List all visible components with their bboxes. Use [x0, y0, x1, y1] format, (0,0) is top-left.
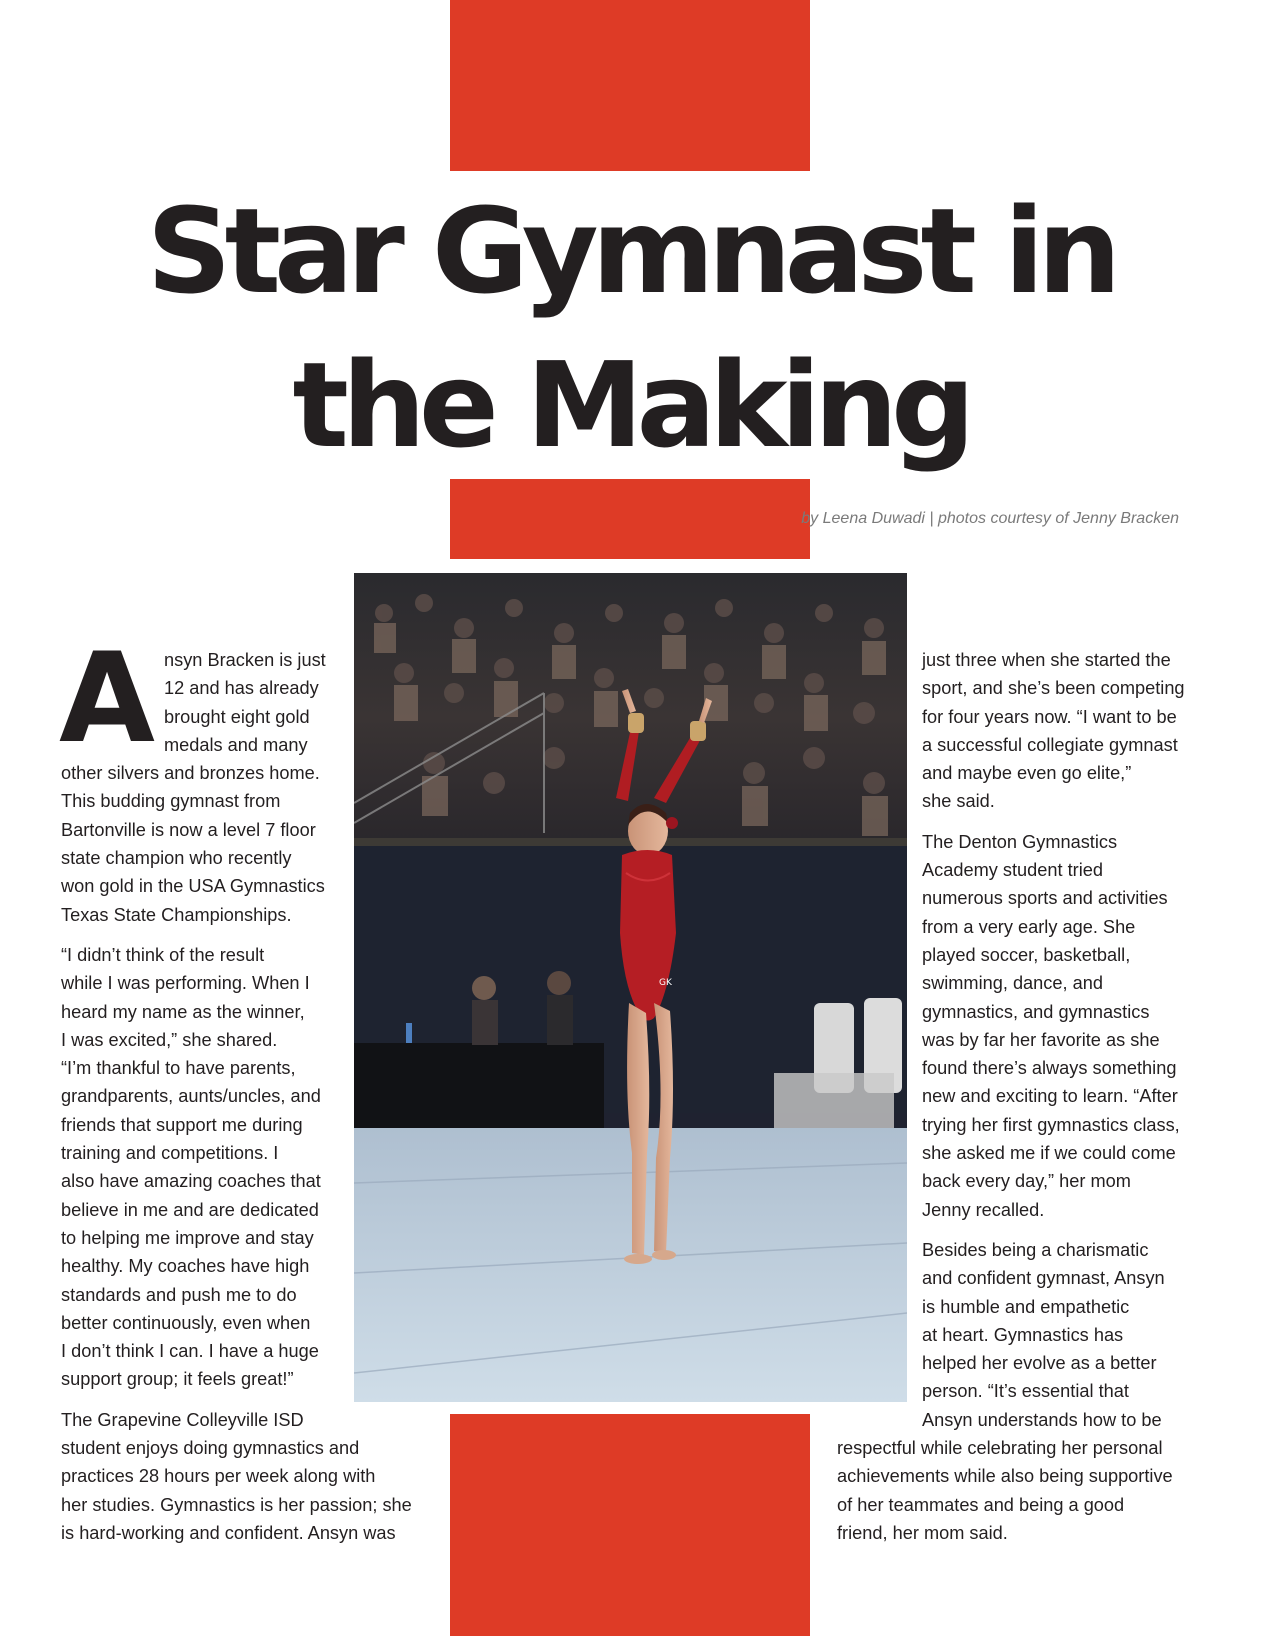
- text-line: medals and many: [164, 734, 308, 755]
- text-line: sport, and she’s been competing: [922, 678, 1185, 699]
- text-line: brought eight gold: [164, 706, 310, 727]
- text-line: Bartonville is now a level 7 floor: [61, 819, 316, 840]
- text-line: for four years now. “I want to be: [922, 706, 1177, 727]
- text-line: of her teammates and being a good: [837, 1494, 1125, 1515]
- text-line: found there’s always something: [922, 1058, 1177, 1079]
- text-line: helped her evolve as a better: [922, 1353, 1157, 1374]
- text-line: and confident gymnast, Ansyn: [922, 1268, 1165, 1289]
- text-line: is hard-working and confident. Ansyn was: [61, 1522, 396, 1543]
- text-line: believe in me and are dedicated: [61, 1199, 319, 1220]
- middle-red-bar: [450, 479, 810, 559]
- text-line: Besides being a charismatic: [922, 1239, 1149, 1260]
- text-line: I don’t think I can. I have a huge: [61, 1341, 319, 1362]
- headline-line-2: the Making: [292, 336, 969, 474]
- text-line: other silvers and bronzes home.: [61, 763, 320, 784]
- text-line: at heart. Gymnastics has: [922, 1324, 1124, 1345]
- text-line: swimming, dance, and: [922, 973, 1103, 994]
- text-line: Texas State Championships.: [61, 904, 292, 925]
- text-line: she asked me if we could come: [922, 1143, 1176, 1164]
- text-line: better continuously, even when: [61, 1312, 311, 1333]
- text-line: also have amazing coaches that: [61, 1171, 321, 1192]
- text-line: achievements while also being supportive: [837, 1466, 1173, 1487]
- paragraph-3: [61, 1406, 441, 1547]
- text-line: Jenny recalled.: [922, 1199, 1045, 1220]
- text-line: practices 28 hours per week along with: [61, 1466, 376, 1487]
- text-line: her studies. Gymnastics is her passion; she: [61, 1494, 412, 1515]
- text-line: student enjoys doing gymnastics and: [61, 1438, 360, 1459]
- text-line: she said.: [922, 791, 995, 812]
- text-line: “I’m thankful to have parents,: [61, 1058, 296, 1079]
- text-line: is humble and empathetic: [922, 1296, 1130, 1317]
- text-line: friend, her mom said.: [837, 1522, 1008, 1543]
- text-line: training and competitions. I: [61, 1143, 279, 1164]
- text-line: numerous sports and activities: [922, 888, 1168, 909]
- text-line: was by far her favorite as she: [922, 1029, 1160, 1050]
- text-line: played soccer, basketball,: [922, 944, 1131, 965]
- text-line: standards and push me to do: [61, 1284, 297, 1305]
- text-line: just three when she started the: [922, 650, 1171, 670]
- headline-line-1: Star Gymnast in: [146, 182, 1115, 320]
- text-line: to helping me improve and stay: [61, 1227, 314, 1248]
- text-line: and maybe even go elite,”: [922, 763, 1132, 784]
- text-line: from a very early age. She: [922, 916, 1136, 937]
- text-line: gymnastics, and gymnastics: [922, 1001, 1150, 1022]
- left-column: [59, 627, 441, 1559]
- paragraph-1: [59, 627, 441, 929]
- text-line: The Denton Gymnastics: [922, 831, 1118, 852]
- text-line: a successful collegiate gymnast: [922, 734, 1178, 755]
- text-line: grandparents, aunts/uncles, and: [61, 1086, 321, 1107]
- text-line: won gold in the USA Gymnastics: [61, 876, 325, 897]
- text-line: friends that support me during: [61, 1114, 303, 1135]
- byline: by Leena Duwadi | photos courtesy of Jenny Bracken: [801, 510, 1179, 527]
- text-line: person. “It’s essential that: [922, 1381, 1129, 1402]
- leotard-logo: GK: [659, 978, 672, 988]
- text-line: heard my name as the winner,: [61, 1001, 305, 1022]
- paragraph-4: [837, 646, 1217, 816]
- text-line: 12 and has already: [164, 678, 319, 699]
- text-line: respectful while celebrating her personal: [837, 1438, 1163, 1459]
- text-line: while I was performing. When I: [61, 973, 310, 994]
- text-line: support group; it feels great!”: [61, 1369, 294, 1390]
- text-line: nsyn Bracken is just: [164, 650, 326, 670]
- paragraph-6: [837, 1236, 1217, 1547]
- text-line: back every day,” her mom: [922, 1171, 1131, 1192]
- text-line: trying her first gymnastics class,: [922, 1114, 1180, 1135]
- right-column: [837, 646, 1217, 1559]
- text-line: Ansyn understands how to be: [922, 1409, 1162, 1430]
- drop-cap: A: [59, 627, 151, 771]
- text-line: healthy. My coaches have high: [61, 1256, 310, 1277]
- bottom-red-bar: [450, 1414, 810, 1636]
- text-line: This budding gymnast from: [61, 791, 281, 812]
- top-red-bar: [450, 0, 810, 171]
- text-line: Academy student tried: [922, 860, 1103, 881]
- text-line: new and exciting to learn. “After: [922, 1086, 1178, 1107]
- paragraph-2: [61, 941, 441, 1394]
- text-line: state champion who recently: [61, 848, 292, 869]
- text-line: The Grapevine Colleyville ISD: [61, 1409, 304, 1430]
- paragraph-5: [837, 828, 1217, 1224]
- text-line: I was excited,” she shared.: [61, 1029, 278, 1050]
- text-line: “I didn’t think of the result: [61, 944, 265, 965]
